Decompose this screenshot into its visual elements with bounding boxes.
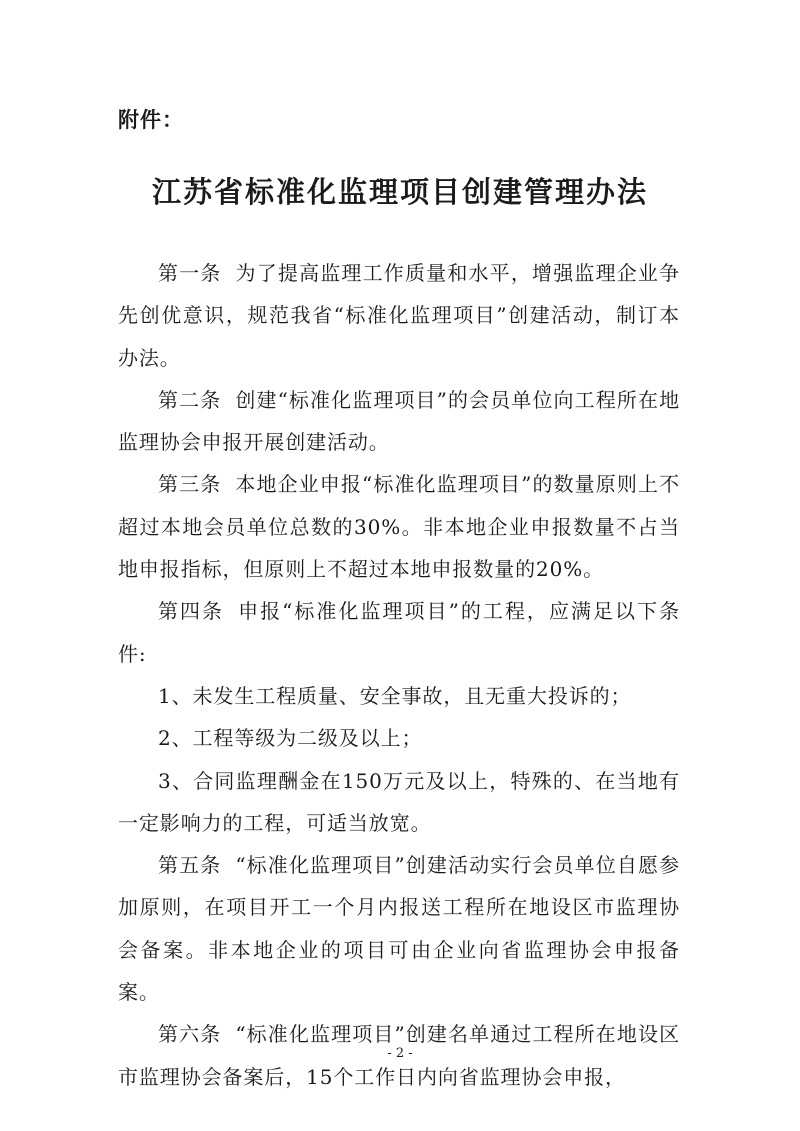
article-text: 本地企业申报“标准化监理项目”的数量原则上不超过本地会员单位总数的30%。非本地企业申报数量不占当地申报指标，但原则上不超过本地申报数量的20%。 — [118, 472, 681, 582]
article-number: 第三条 — [158, 472, 222, 497]
article-text: 为了提高监理工作质量和水平，增强监理企业争先创优意识，规范我省“标准化监理项目”创建活动，制订本办法。 — [118, 261, 681, 370]
article-text: “标准化监理项目”创建活动实行会员单位自愿参加原则，在项目开工一个月内报送工程所在地设区市监理协会备案。非本地企业的项目可由企业向省监理协会申报备案。 — [118, 853, 681, 1005]
article-number: 第一条 — [158, 261, 222, 285]
condition-text: 2、工程等级为二级及以上； — [158, 726, 423, 751]
article-text: 申报“标准化监理项目”的工程，应满足以下条件: — [118, 599, 680, 666]
article-text: 创建“标准化监理项目”的会员单位向工程所在地监理协会申报开展创建活动。 — [118, 387, 681, 455]
article-4 — [118, 590, 680, 675]
condition-text: 3、合同监理酬金在150万元及以上，特殊的、在当地有一定影响力的工程，可适当放宽。 — [118, 768, 680, 835]
condition-text: 1、未发生工程质量、安全事故，且无重大投诉的； — [158, 683, 632, 708]
article-5 — [118, 844, 680, 1013]
condition-3 — [118, 760, 680, 845]
article-text: “标准化监理项目”创建名单通过工程所在地设区市监理协会备案后，15个工作日内向省监理协会申报， — [118, 1022, 681, 1089]
article-number: 第二条 — [158, 387, 222, 412]
article-3 — [118, 463, 680, 590]
document-body — [118, 252, 680, 1098]
article-number: 第五条 — [158, 853, 222, 878]
article-number: 第六条 — [158, 1022, 222, 1047]
article-number: 第四条 — [158, 599, 225, 624]
article-2 — [118, 379, 680, 464]
attachment-label: 附件： — [118, 108, 184, 132]
condition-1 — [118, 675, 680, 717]
condition-2 — [118, 717, 680, 759]
article-1 — [118, 252, 680, 379]
document-title: 江苏省标准化监理项目创建管理办法 — [151, 175, 648, 209]
page-number: - 2 - — [387, 1046, 413, 1061]
